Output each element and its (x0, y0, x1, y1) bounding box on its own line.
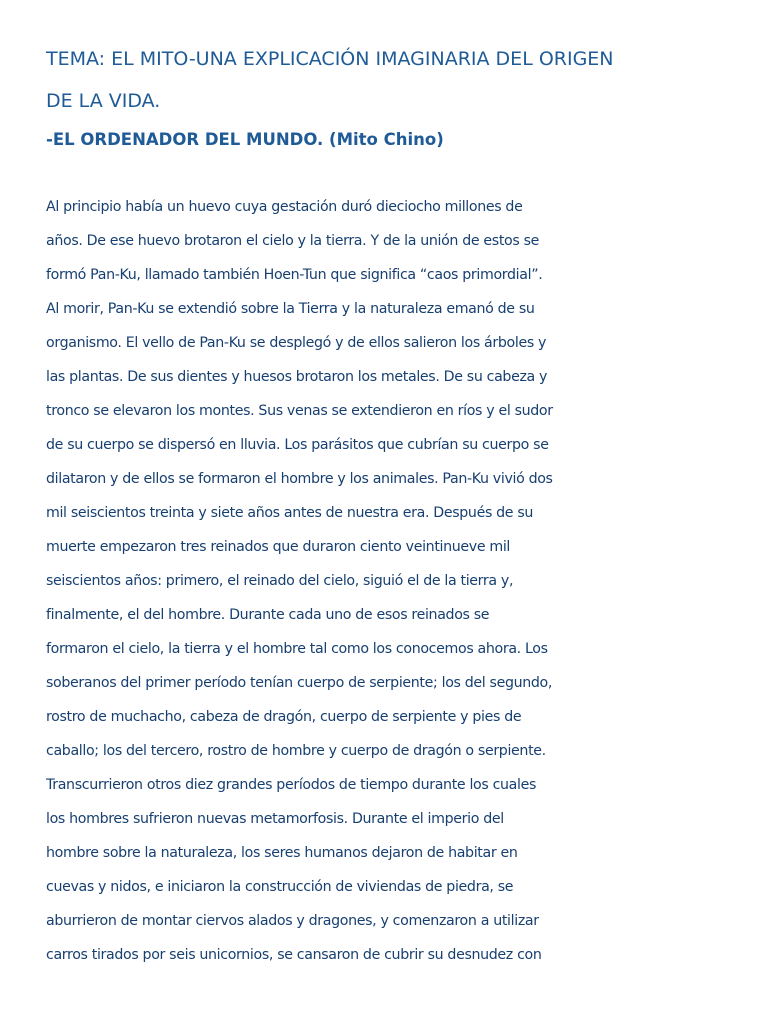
body-text-line: Al morir, Pan-Ku se extendió sobre la Tierra y la naturaleza emanó de su (46, 301, 535, 317)
body-text-line: las plantas. De sus dientes y huesos brotaron los metales. De su cabeza y (46, 369, 548, 385)
body-text-line: mil seiscientos treinta y siete años antes de nuestra era. Después de su (46, 505, 534, 521)
body-text-line: hombre sobre la naturaleza, los seres humanos dejaron de habitar en (46, 845, 518, 861)
document-title-line-1: TEMA: EL MITO-UNA EXPLICACIÓN IMAGINARIA DEL ORIGEN (46, 48, 614, 70)
body-text-line: rostro de muchacho, cabeza de dragón, cuerpo de serpiente y pies de (46, 709, 522, 725)
body-text-line: formó Pan-Ku, llamado también Hoen-Tun que significa “caos primordial”. (46, 267, 543, 283)
document-subtitle: -EL ORDENADOR DEL MUNDO. (Mito Chino) (46, 130, 444, 149)
body-text-line: cuevas y nidos, e iniciaron la construcción de viviendas de piedra, se (46, 879, 514, 895)
body-text-line: de su cuerpo se dispersó en lluvia. Los parásitos que cubrían su cuerpo se (46, 437, 549, 453)
body-text-line: finalmente, el del hombre. Durante cada uno de esos reinados se (46, 607, 490, 623)
body-text-line: aburrieron de montar ciervos alados y dragones, y comenzaron a utilizar (46, 913, 539, 929)
body-text-line: organismo. El vello de Pan-Ku se desplegó y de ellos salieron los árboles y (46, 335, 547, 351)
body-text-line: formaron el cielo, la tierra y el hombre tal como los conocemos ahora. Los (46, 641, 548, 657)
body-text-line: dilataron y de ellos se formaron el hombre y los animales. Pan-Ku vivió dos (46, 471, 553, 487)
document-title-line-2: DE LA VIDA. (46, 90, 161, 112)
body-text-line: los hombres sufrieron nuevas metamorfosis. Durante el imperio del (46, 811, 504, 827)
body-paragraph (46, 195, 553, 977)
body-text-line: tronco se elevaron los montes. Sus venas se extendieron en ríos y el sudor (46, 403, 553, 419)
body-text-line: años. De ese huevo brotaron el cielo y la tierra. Y de la unión de estos se (46, 233, 540, 249)
body-text-line: seiscientos años: primero, el reinado del cielo, siguió el de la tierra y, (46, 573, 514, 589)
body-text-line: Transcurrieron otros diez grandes períodos de tiempo durante los cuales (46, 777, 537, 793)
body-text-line: Al principio había un huevo cuya gestación duró dieciocho millones de (46, 199, 523, 215)
body-text-line: soberanos del primer período tenían cuerpo de serpiente; los del segundo, (46, 675, 553, 691)
body-text-line: caballo; los del tercero, rostro de hombre y cuerpo de dragón o serpiente. (46, 743, 546, 759)
body-text-line: carros tirados por seis unicornios, se cansaron de cubrir su desnudez con (46, 947, 542, 963)
body-text-line: muerte empezaron tres reinados que duraron ciento veintinueve mil (46, 539, 511, 555)
